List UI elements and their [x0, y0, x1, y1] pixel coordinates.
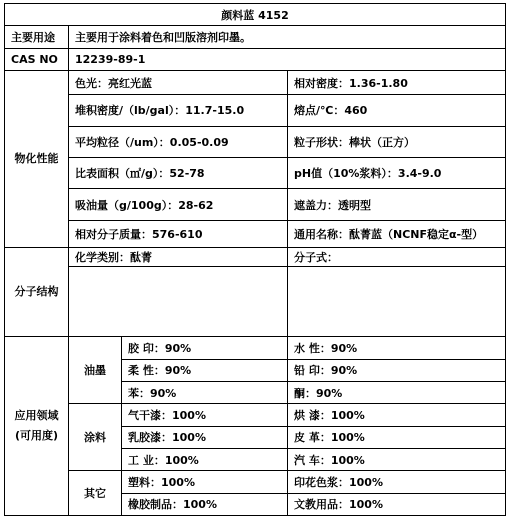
group-ink: 油墨: [69, 337, 122, 404]
group-other: 其它: [69, 471, 122, 516]
structure-label: 分子结构: [5, 248, 69, 337]
structure-image-area: [69, 266, 288, 337]
app-ketone: 酮：90%: [288, 382, 506, 404]
prop-oil-absorption: 吸油量（g/100g）：28-62: [69, 189, 288, 220]
app-air-dry: 气干漆：100%: [122, 404, 288, 426]
usage-label: 主要用途: [5, 26, 69, 48]
prop-bulk-density: 堆积密度/（lb/gal）：11.7-15.0: [69, 95, 288, 126]
physchem-label: 物化性能: [5, 70, 69, 247]
app-leather: 皮 革：100%: [288, 426, 506, 448]
cas-value: 12239-89-1: [69, 48, 506, 70]
app-automotive: 汽 车：100%: [288, 448, 506, 470]
cas-label: CAS NO: [5, 48, 69, 70]
prop-melting-point: 熔点/℃：460: [288, 95, 506, 126]
prop-surface-area: 比表面积（㎡/g）：52-78: [69, 158, 288, 189]
application-label-line1: 应用领域: [14, 409, 59, 423]
app-stationery: 文教用品：100%: [288, 493, 506, 515]
prop-common-name: 通用名称：酞菁蓝（NCNF稳定α-型）: [288, 220, 506, 247]
pigment-spec-table: [4, 3, 506, 516]
prop-hiding-power: 遮盖力：透明型: [288, 189, 506, 220]
app-letterpress: 铅 印：90%: [288, 359, 506, 381]
app-benzene: 苯：90%: [122, 382, 288, 404]
group-coating: 涂料: [69, 404, 122, 471]
prop-particle-size: 平均粒径（/um）：0.05-0.09: [69, 126, 288, 157]
prop-molecular-weight: 相对分子质量：576-610: [69, 220, 288, 247]
structure-formula-area: [288, 266, 506, 337]
app-water: 水 性：90%: [288, 337, 506, 359]
app-printing-paste: 印花色浆：100%: [288, 471, 506, 493]
app-latex: 乳胶漆：100%: [122, 426, 288, 448]
app-rubber: 橡胶制品：100%: [122, 493, 288, 515]
prop-density: 相对密度：1.36-1.80: [288, 70, 506, 94]
app-plastic: 塑料：100%: [122, 471, 288, 493]
application-label: [5, 337, 69, 516]
prop-ph: pH值（10%浆料）：3.4-9.0: [288, 158, 506, 189]
table-title: 颜料蓝 4152: [5, 4, 506, 26]
app-baking: 烘 漆：100%: [288, 404, 506, 426]
prop-color: 色光：亮红光蓝: [69, 70, 288, 94]
usage-value: 主要用于涂料着色和凹版溶剂印墨。: [69, 26, 506, 48]
structure-formula: 分子式：: [288, 248, 506, 266]
app-offset: 胶 印：90%: [122, 337, 288, 359]
application-label-line2: (可用度): [14, 429, 59, 443]
app-industrial: 工 业：100%: [122, 448, 288, 470]
app-flexo: 柔 性：90%: [122, 359, 288, 381]
prop-particle-shape: 粒子形状：棒状（正方）: [288, 126, 506, 157]
structure-class: 化学类别：酞菁: [69, 248, 288, 266]
